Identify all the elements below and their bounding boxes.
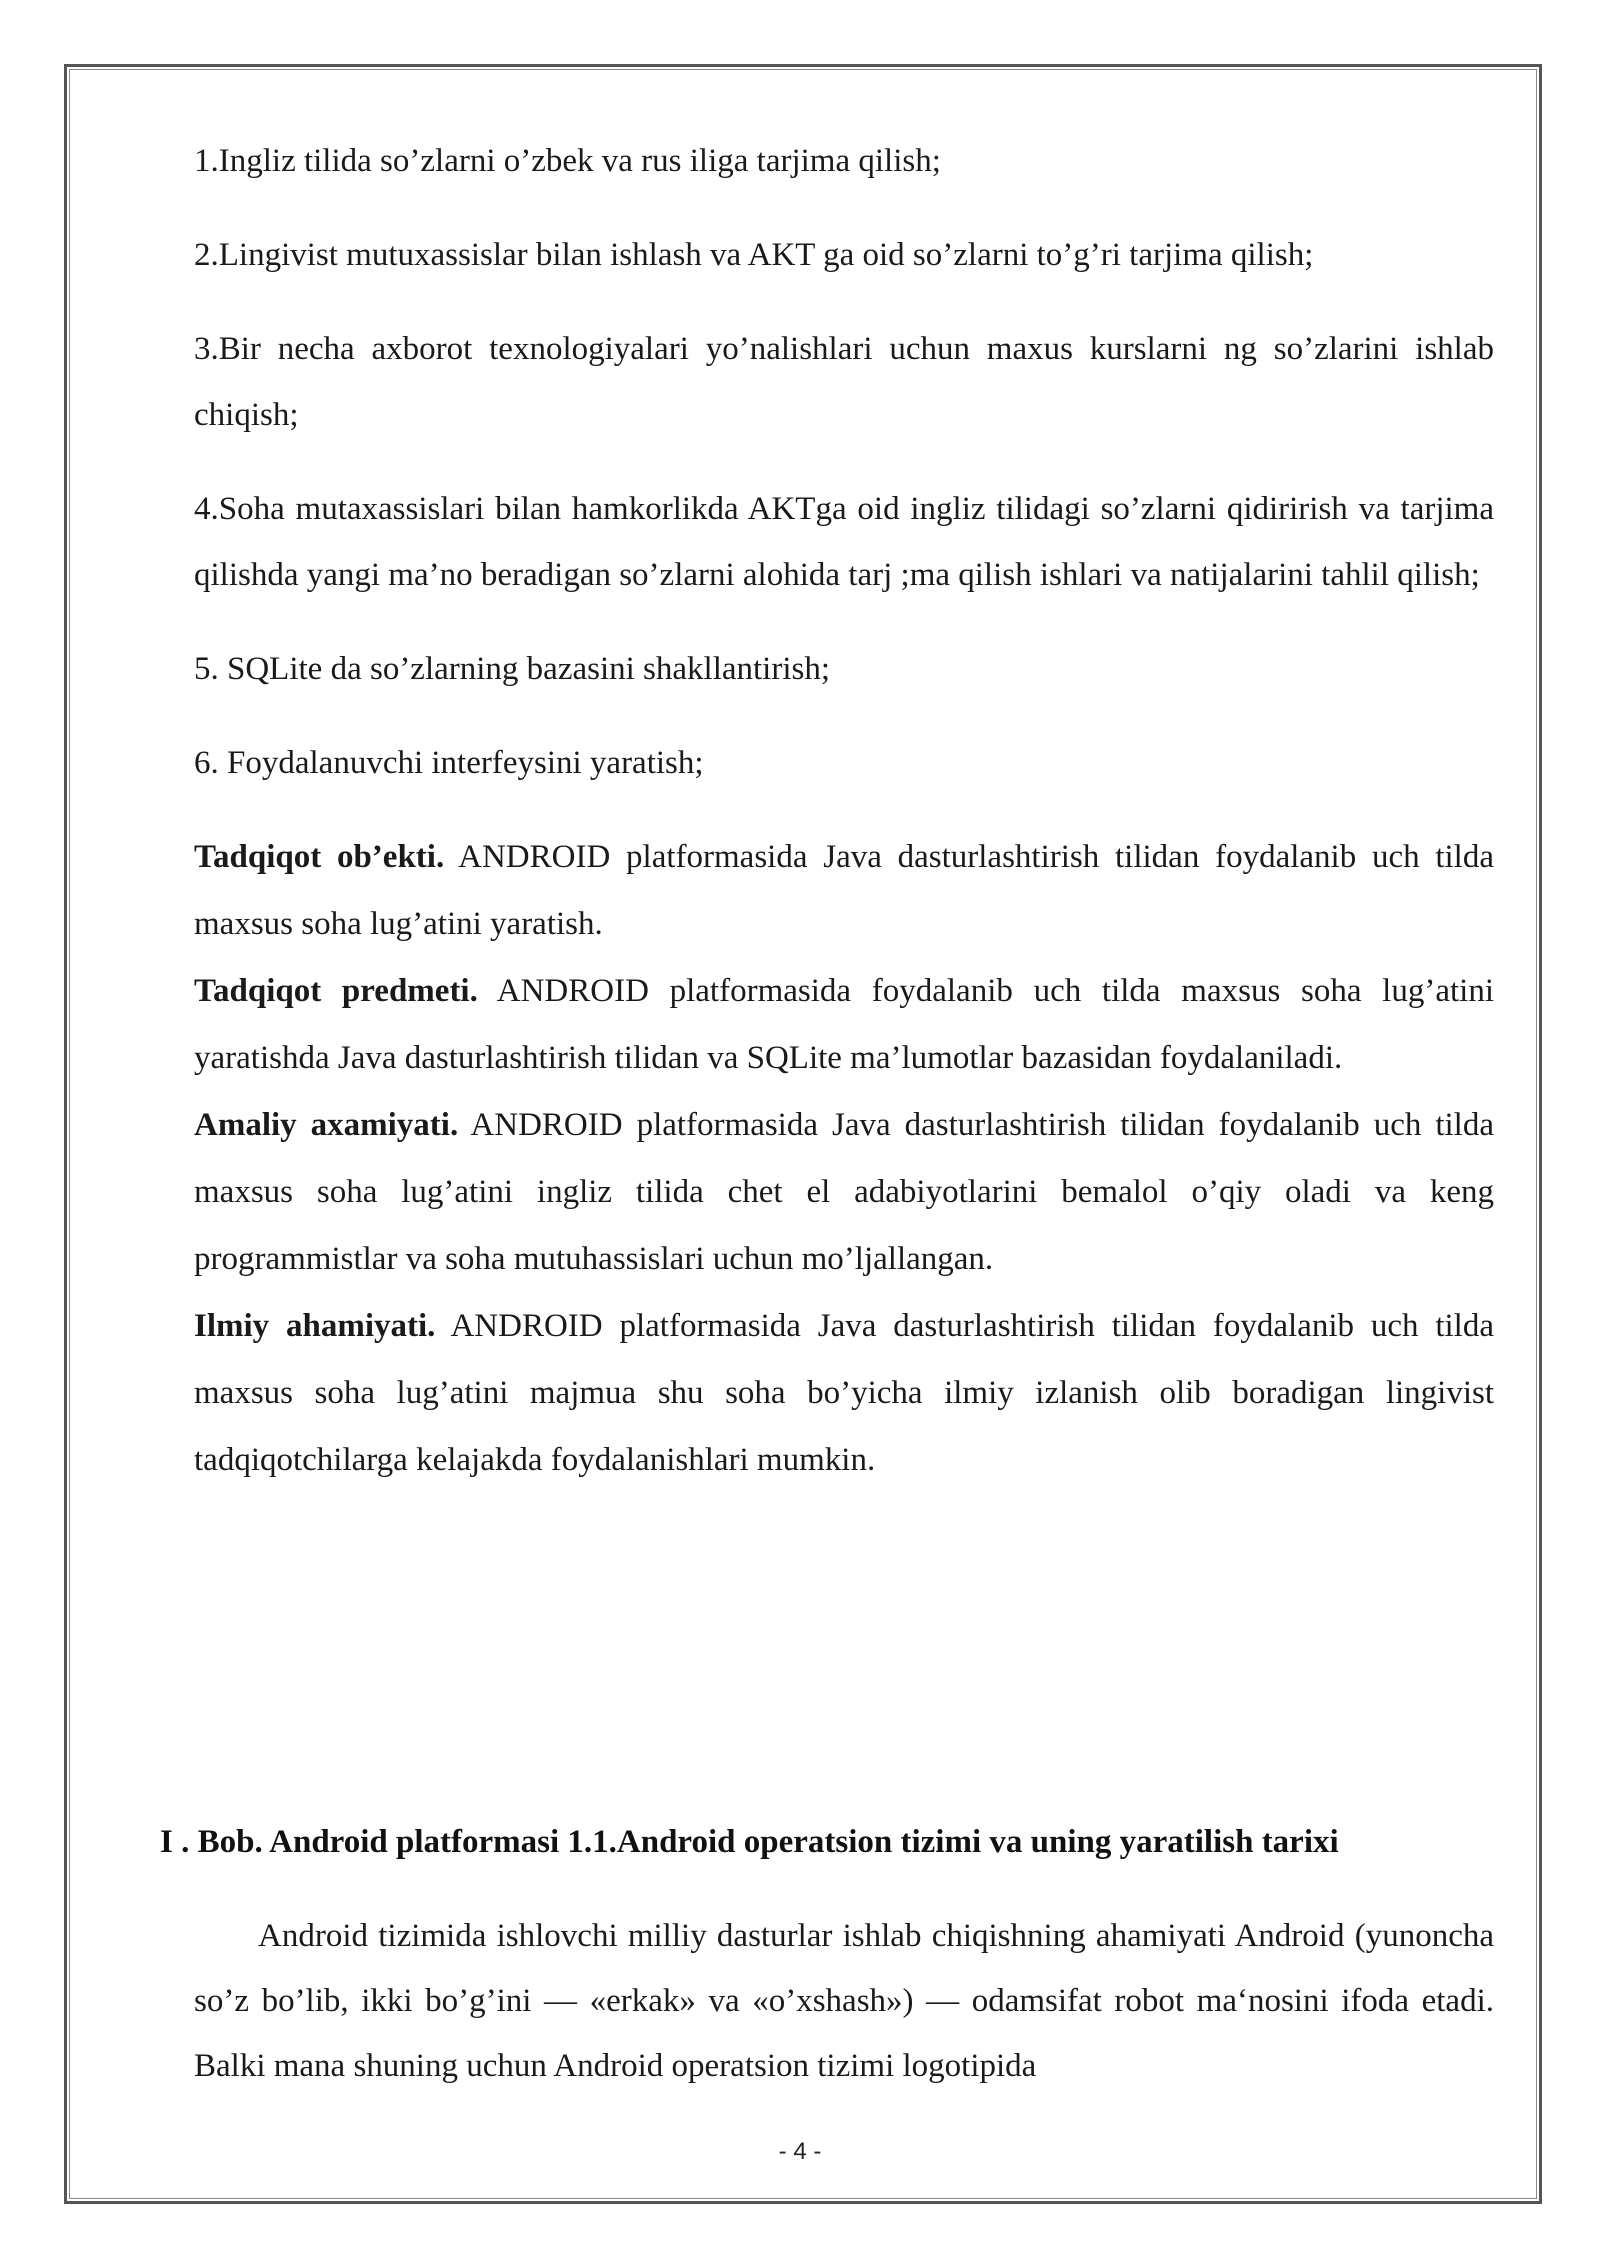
list-item-4: 4.Soha mutaxassislari bilan hamkorlikda AKTga oid ingliz tilidagi so’zlarni qidirirish va tarjima qilishda yangi ma’no beradigan so’zlarni alohida tarj ;ma qilish ishlari va natijalarini tahlil qilish; xyxy=(194,491,1494,593)
definition-subject xyxy=(194,958,1494,1092)
definition-term: Tadqiqot ob’ekti. xyxy=(194,839,445,875)
list-item-5: 5. SQLite da so’zlarning bazasini shakllantirish; xyxy=(194,651,831,687)
definition-text: ANDROID platformasida foydalanib uch tilda maxsus soha lug’atini yaratishda Java dasturlashtirish tilidan va SQLite ma’lumotlar bazasidan foydalaniladi. xyxy=(194,973,1494,1076)
definition-object xyxy=(194,824,1494,958)
list-item-1: 1.Ingliz tilida so’zlarni o’zbek va rus iliga tarjima qilish; xyxy=(194,143,941,179)
definition-practical-value xyxy=(194,1092,1494,1293)
definition-term: Amaliy axamiyati. xyxy=(194,1107,459,1143)
definition-text: ANDROID platformasida Java dasturlashtirish tilidan foydalanib uch tilda maxsus soha lug’atini majmua shu soha bo’yicha ilmiy izlanish olib boradigan lingivist tadqiqotchilarga kelajakda foydalanishlari mumkin. xyxy=(194,1308,1494,1478)
list-item-3: 3.Bir necha axborot texnologiyalari yo’nalishlari uchun maxus kurslarni ng so’zlarini ishlab chiqish; xyxy=(194,331,1494,433)
intro-paragraph: Android tizimida ishlovchi milliy dasturlar ishlab chiqishning ahamiyati Android (yunoncha so’z bo’lib, ikki bo’g’ini — «erkak» va «o’xshash») — odamsifat robot ma‘nosini ifoda etadi. Balki mana shuning uchun Android operatsion tizimi logotipida xyxy=(194,1918,1494,2084)
definition-text: ANDROID platformasida Java dasturlashtirish tilidan foydalanib uch tilda maxsus soha lug’atini yaratish. xyxy=(194,839,1494,942)
chapter-heading: I . Bob. Android platformasi 1.1.Android operatsion tizimi va uning yaratilish tarixi xyxy=(160,1824,1339,1860)
page-number: - 4 - xyxy=(778,2138,822,2165)
definition-term: Tadqiqot predmeti. xyxy=(194,973,478,1009)
document-body xyxy=(194,128,1494,1494)
definition-text: ANDROID platformasida Java dasturlashtirish tilidan foydalanib uch tilda maxsus soha lug’atini ingliz tilida chet el adabiyotlarini bemalol o’qiy oladi va keng programmistlar va soha mutuhassislari uchun mo’ljallangan. xyxy=(194,1107,1494,1277)
definition-term: Ilmiy ahamiyati. xyxy=(194,1308,436,1344)
list-item-6: 6. Foydalanuvchi interfeysini yaratish; xyxy=(194,745,704,781)
definition-scientific-value xyxy=(194,1293,1494,1494)
list-item-2: 2.Lingivist mutuxassislar bilan ishlash va AKT ga oid so’zlarni to’g’ri tarjima qilish; xyxy=(194,237,1314,273)
